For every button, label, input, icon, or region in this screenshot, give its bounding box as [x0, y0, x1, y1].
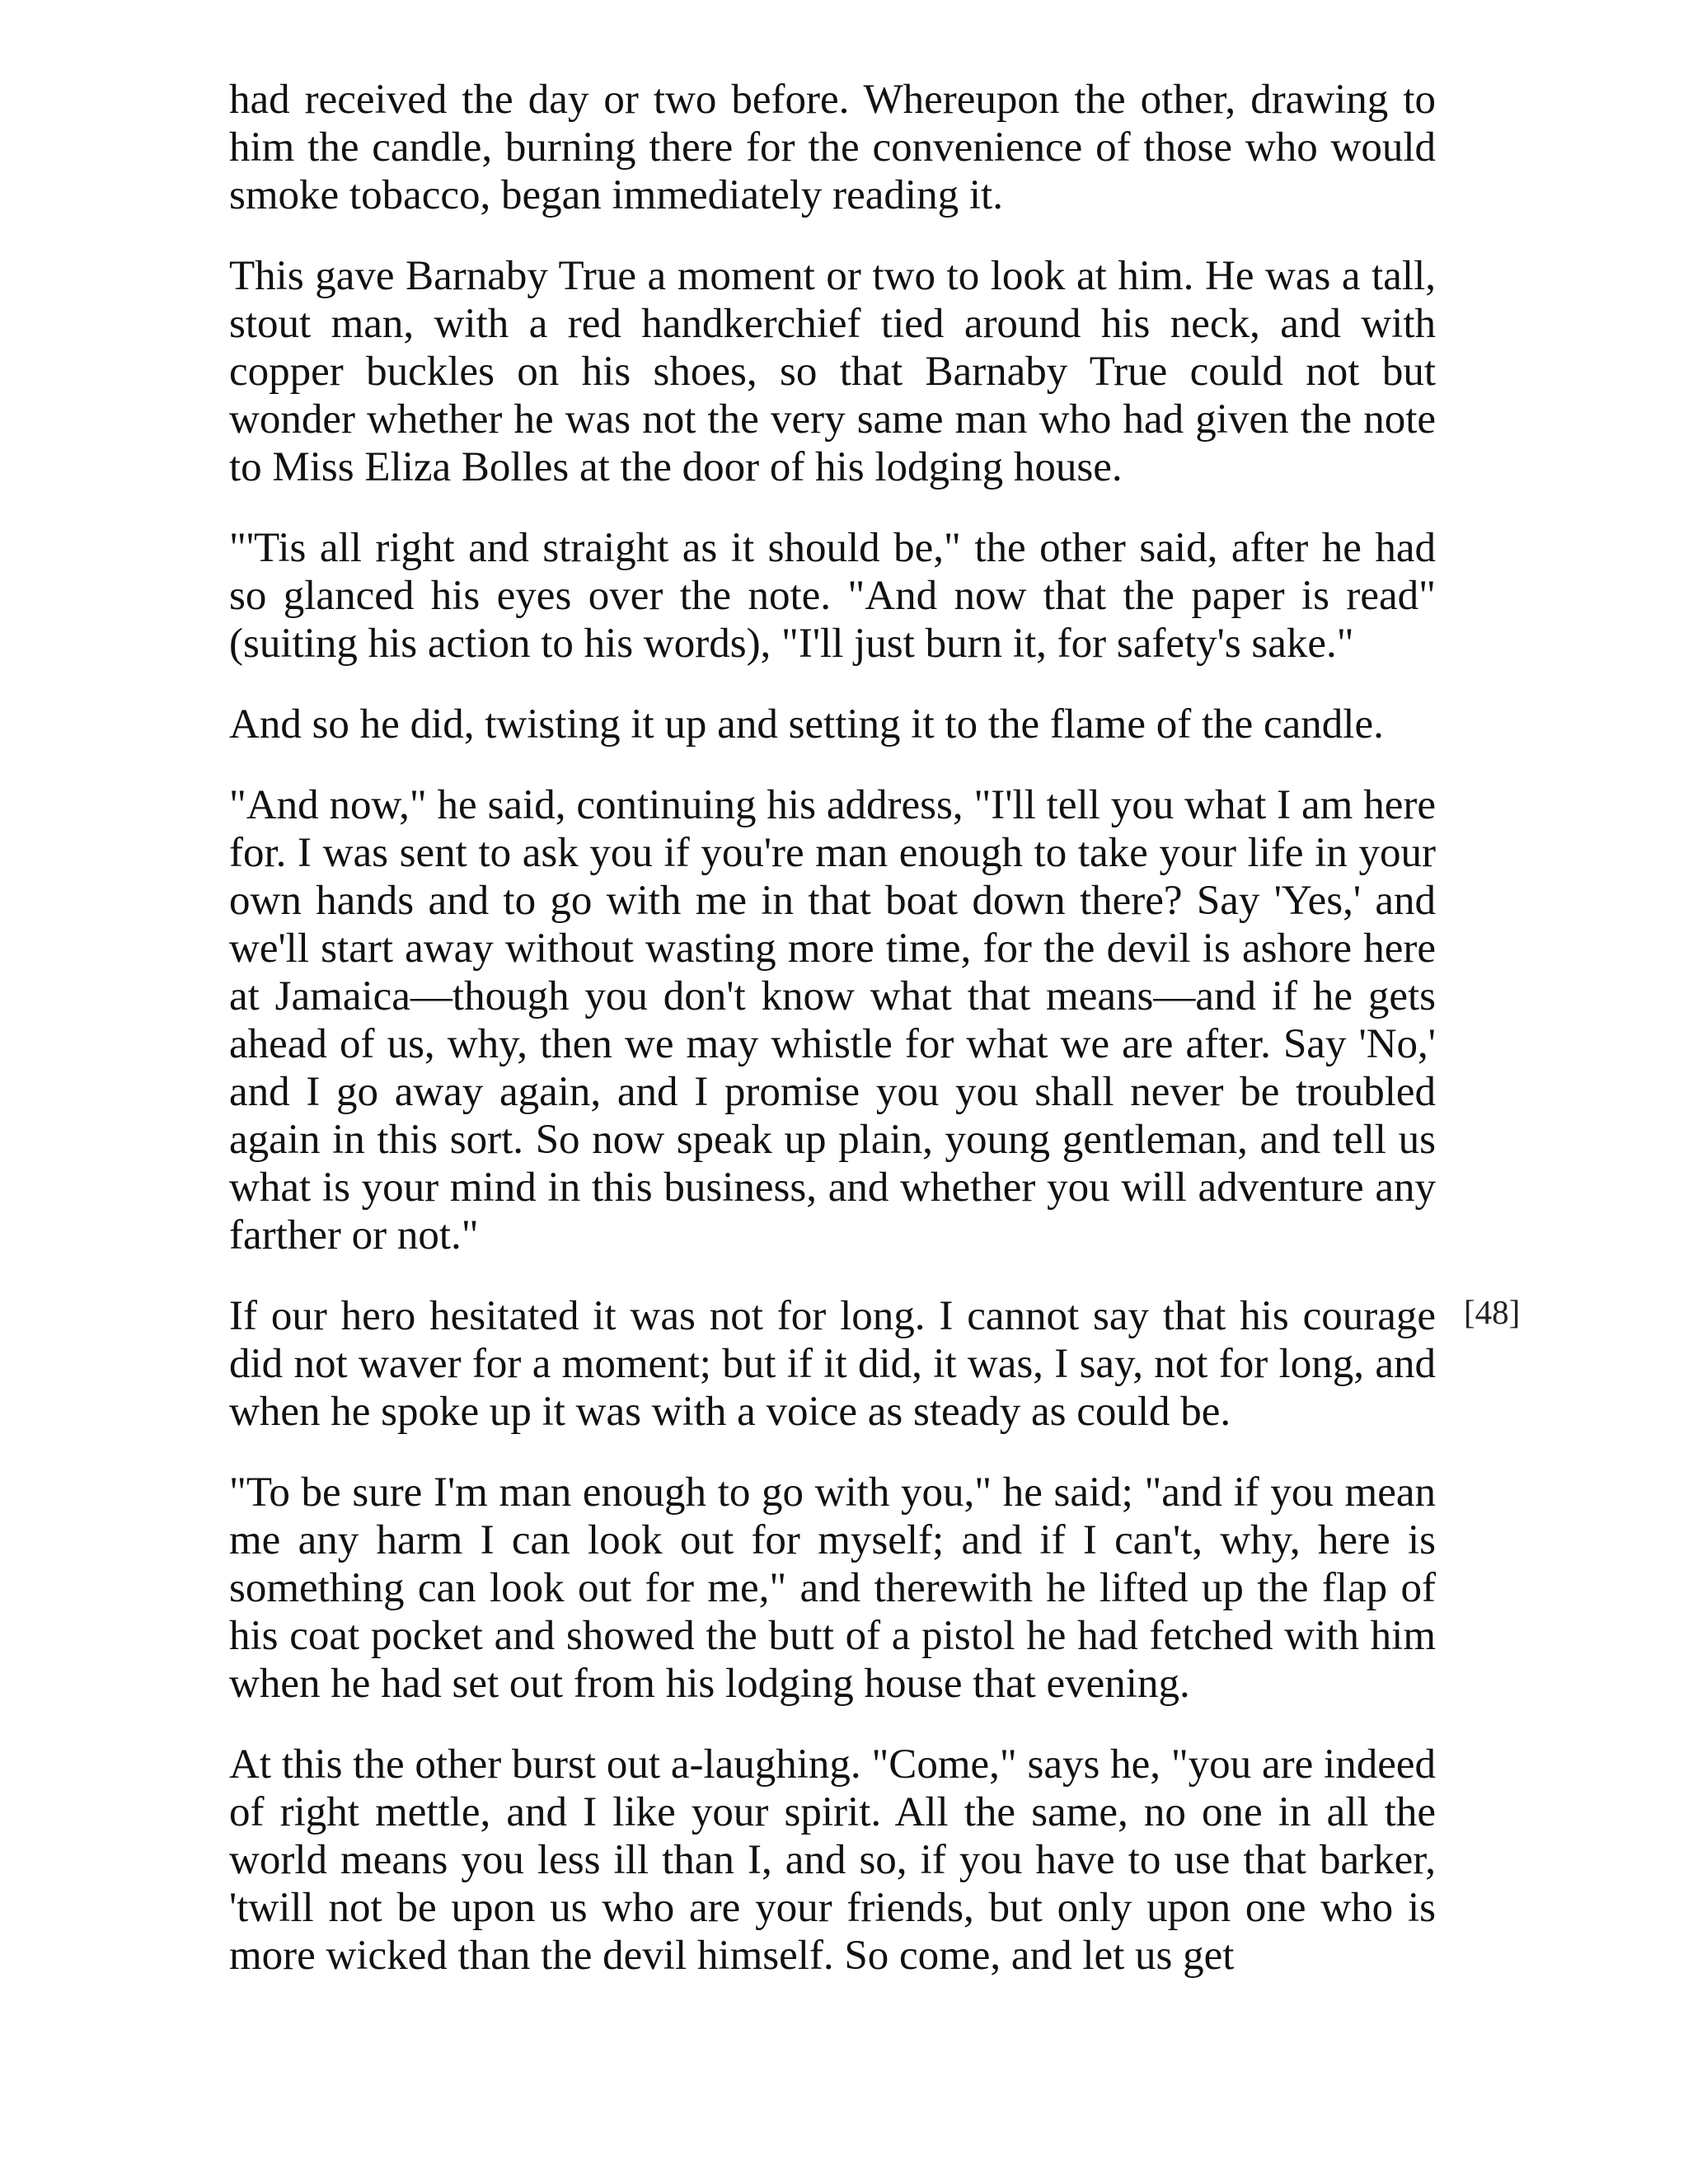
paragraph: At this the other burst out a-laughing. "Come," says he, "you are indeed of right mettle, and I like your spirit. All the same, no one in all the world means you less ill than I, and so, if you have to use that barker, 'twill not be upon us who are your friends, but only upon one who is more wicked than the devil himself. So come, and let us get — [229, 1741, 1436, 1979]
paragraph: "To be sure I'm man enough to go with you," he said; "and if you mean me any harm I can look out for myself; and if I can't, why, here is something can look out for me," and therewith he lifted up the flap of his coat pocket and showed the butt of a pistol he had fetched with him when he had set out from his lodging house that evening. — [229, 1469, 1436, 1707]
paragraph: "And now," he said, continuing his address, "I'll tell you what I am here for. I was sent to ask you if you're man enough to take your life in your own hands and to go with me in that boat down there? Say 'Yes,' and we'll start away without wasting more time, for the devil is ashore here at Jamaica—though you don't know what that means—and if he gets ahead of us, why, then we may whistle for what we are after. Say 'No,' and I go away again, and I promise you you shall never be troubled again in this sort. So now speak up plain, young gentleman, and tell us what is your mind in this business, and whether you will adventure any farther or not." — [229, 782, 1436, 1258]
page-number: [48] — [1464, 1293, 1521, 1331]
paragraph: "'Tis all right and straight as it should be," the other said, after he had so glanced his eyes over the note. "And now that the paper is read" (suiting his action to his words), "I'll just burn it, for safety's sake." — [229, 525, 1436, 667]
paragraph: This gave Barnaby True a moment or two to look at him. He was a tall, stout man, with a red handkerchief tied around his neck, and with copper buckles on his shoes, so that Barnaby True could not but wonder whether he was not the very same man who had given the note to Miss Eliza Bolles at the door of his lodging house. — [229, 253, 1436, 490]
paragraph: If our hero hesitated it was not for long. I cannot say that his courage did not waver for a moment; but if it did, it was, I say, not for long, and when he spoke up it was with a voice as steady as could be. — [229, 1293, 1436, 1435]
paragraph: And so he did, twisting it up and setting it to the flame of the candle. — [229, 701, 1384, 748]
paragraph: had received the day or two before. Whereupon the other, drawing to him the candle, burning there for the convenience of those who would smoke tobacco, began immediately reading it. — [229, 77, 1436, 218]
book-page-text — [229, 76, 1436, 2013]
